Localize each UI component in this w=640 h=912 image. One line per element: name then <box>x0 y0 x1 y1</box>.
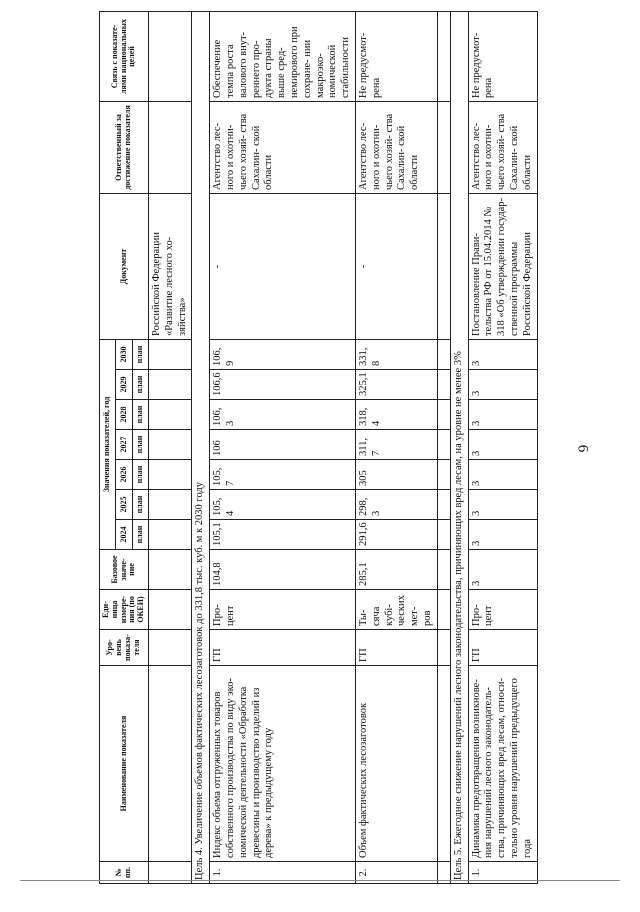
row-document: - <box>210 193 356 339</box>
row-document: - <box>355 193 437 339</box>
bottom-rule <box>20 880 620 881</box>
goal-4-title: Цель 4. Увеличение объемов фактических лесозаготовок до 331,8 тыс. куб. м к 2030 году <box>192 11 210 883</box>
header-year: 2024 <box>116 520 132 550</box>
header-level: Уро- вень показа- теля <box>100 630 149 666</box>
row-unit: Ты- сяча кубі- ческих мет- ров <box>355 590 437 630</box>
row-value: 106, 3 <box>210 400 356 430</box>
row-name: Динамика предотвращения возникнове- ния нарушений лесного законодатель- ства, причиняющих вред лесам, относи- тельно уровня нарушений предыдущего года <box>468 666 537 862</box>
row-name: Индекс объема отгруженных товаров собственного производства по виду эко- номической деятельности «Обработка древесины и производство изделий из дерева» к предыдущему году <box>210 666 356 862</box>
row-level: ГП <box>468 630 537 666</box>
row-value: 305 <box>355 460 437 490</box>
row-value: 311, 7 <box>355 430 437 460</box>
header-unit: Еди- ница измере- ния (по ОКЕИ) <box>100 590 149 630</box>
row-value: 3 <box>468 400 537 430</box>
rotated-table-container <box>99 19 627 884</box>
row-link: Обеспечение темпа роста валового внут- реннего про- дукта страны выше сред- немирового при сохране- нии макроэко- номической стабильности <box>210 11 356 101</box>
row-value: 3 <box>468 339 537 369</box>
header-year: 2029 <box>116 370 132 400</box>
table-row <box>210 11 356 883</box>
header-year: 2030 <box>116 339 132 369</box>
header-plan: план <box>132 339 148 369</box>
header-no: № пп. <box>100 862 149 884</box>
row-value: 318, 4 <box>355 400 437 430</box>
row-base: 104,8 <box>210 550 356 590</box>
row-no: 1. <box>210 862 356 884</box>
row-value: 3 <box>468 460 537 490</box>
row-link: Не предусмот- рена <box>355 11 437 101</box>
row-value: 106, 9 <box>210 339 356 369</box>
header-year: 2028 <box>116 400 132 430</box>
row-value: 105, 7 <box>210 460 356 490</box>
row-value: 298, 3 <box>355 490 437 520</box>
header-values-group: Значения показателей, год <box>100 339 116 549</box>
header-base: Базовое значе- ние <box>100 550 149 590</box>
row-value: 106,6 <box>210 370 356 400</box>
row-name: Объем фактических лесозаготовок <box>355 666 437 862</box>
header-plan: план <box>132 520 148 550</box>
header-year: 2027 <box>116 430 132 460</box>
goal-5-title: Цель 5. Ежегодное снижение нарушений лесного законодательства, причиняющих вред лесам, на уровне не менее 3% <box>450 11 468 883</box>
indicators-table <box>99 11 538 884</box>
continuation-row <box>148 11 191 883</box>
row-value: 105, 4 <box>210 490 356 520</box>
row-level: ГП <box>355 630 437 666</box>
header-responsible: Ответственный за достижение показателя <box>100 101 149 193</box>
row-value: 106 <box>210 430 356 460</box>
header-plan: план <box>132 460 148 490</box>
header-plan: план <box>132 400 148 430</box>
continuation-document: Российской Федерации «Развитие лесного хо- зяйства» <box>148 193 191 339</box>
row-value: 291,6 <box>355 520 437 550</box>
row-unit: Про- цент <box>468 590 537 630</box>
row-value: 3 <box>468 370 537 400</box>
header-row <box>100 11 116 883</box>
header-plan: план <box>132 370 148 400</box>
row-base: 285,1 <box>355 550 437 590</box>
row-level: ГП <box>210 630 356 666</box>
header-plan: план <box>132 490 148 520</box>
page-number: 6 <box>574 444 591 453</box>
header-year: 2025 <box>116 490 132 520</box>
row-base: 3 <box>468 550 537 590</box>
row-document: Постановление Прави- тельства РФ от 15.04.2014 № 318 «Об утверждении государ- ственной программы Российской Федерации <box>468 193 537 339</box>
row-responsible: Агентство лес- ного и охотни- чьего хозяй- ства Сахалин- ской области <box>468 101 537 193</box>
header-year: 2026 <box>116 460 132 490</box>
row-no: 1. <box>468 862 537 884</box>
spacer-row <box>437 11 450 883</box>
row-value: 3 <box>468 490 537 520</box>
header-link: Связь с показате- лями национальных целей <box>100 11 149 101</box>
row-responsible: Агентство лес- ного и охотни- чьего хозяй- ства Сахалин- ской области <box>210 101 356 193</box>
row-link: Не предусмот- рена <box>468 11 537 101</box>
header-name: Наименование показателя <box>100 666 149 862</box>
row-no: 2. <box>355 862 437 884</box>
goal-5-row <box>450 11 468 883</box>
row-unit: Про- цент <box>210 590 356 630</box>
header-plan: план <box>132 430 148 460</box>
header-document: Документ <box>100 193 149 339</box>
row-value: 331, 8 <box>355 339 437 369</box>
goal-4-row <box>192 11 210 883</box>
row-value: 3 <box>468 520 537 550</box>
row-value: 3 <box>468 430 537 460</box>
row-value: 325,1 <box>355 370 437 400</box>
table-row <box>468 11 537 883</box>
row-responsible: Агентство лес- ного и охотни- чьего хозяй- ства Сахалин- ской области <box>355 101 437 193</box>
row-value: 105,1 <box>210 520 356 550</box>
table-row <box>355 11 437 883</box>
